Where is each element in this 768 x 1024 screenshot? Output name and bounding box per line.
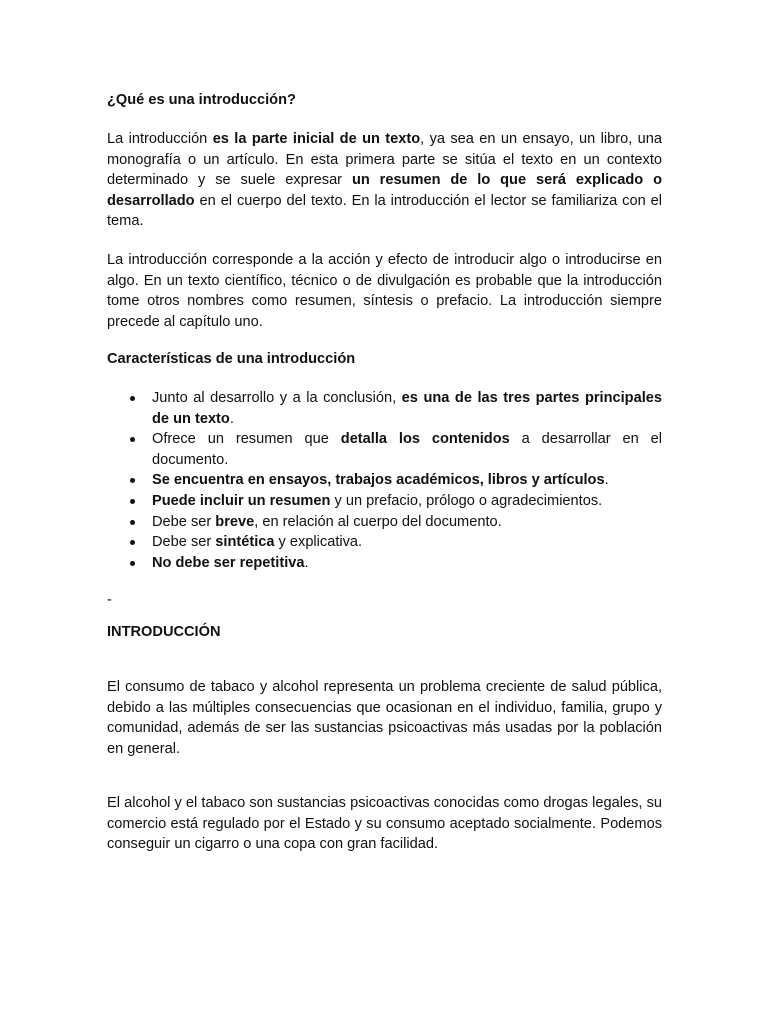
legal-drugs-paragraph: El alcohol y el tabaco son sustancias psicoactivas conocidas como drogas legales, su comercio está regulado por el Estado y su consumo aceptado socialmente. Podemos conseguir un cigarro o una copa con gran facilidad. [107,795,662,853]
list-item-text-end: a desarrollar en el documento. [152,431,663,468]
meaning-paragraph: La introducción corresponde a la acción y efecto de introducir algo o introducirse en algo. En un texto científico, técnico o de divulgación es probable que la introducción tome otros nombres como resumen, síntesis o prefacio. La introducción siempre precede al capítulo uno. [107,252,662,330]
list-item [107,388,662,429]
section-title-introduccion: INTRODUCCIÓN [107,624,221,640]
list-item-text-end: . [304,554,309,571]
list-item-bold: No debe ser repetitiva [152,554,305,571]
list-item [107,532,662,553]
list-item-text-end: . [229,410,234,427]
list-item [107,553,662,574]
list-item [107,470,662,491]
section-title-what-is-introduction: ¿Qué es una introducción? [107,92,296,108]
list-item-text: Debe ser [152,513,216,530]
definition-bold-2: un resumen de lo que será explicado o desarrollado [107,172,662,209]
list-item-bold: es una de las tres partes principales de un texto [152,390,662,427]
list-item [107,429,662,470]
list-item-bold: sintética [215,534,275,551]
list-item-text-end: y explicativa. [274,534,363,551]
list-item [107,491,662,512]
definition-text-3: en el cuerpo del texto. En la introducción el lector se familiariza con el tema. [107,192,662,230]
list-item-bold: breve [215,513,255,530]
list-item-text-end: . [604,472,609,489]
list-item-text: Junto al desarrollo y a la conclusión, [152,390,402,406]
list-item-text-end: y un prefacio, prólogo o agradecimientos. [330,492,603,509]
list-item-bold: Se encuentra en ensayos, trabajos académicos, libros y artículos [152,472,605,489]
list-item [107,512,662,533]
list-item-text: Ofrece un resumen que [152,431,341,448]
definition-text-1: La introducción [107,131,213,147]
definition-bold-1: es la parte inicial de un texto [212,131,421,147]
separator-dash: - [107,592,112,608]
tobacco-alcohol-paragraph: El consumo de tabaco y alcohol representa un problema creciente de salud pública, debido a las múltiples consecuencias que ocasionan en el individuo, familia, grupo y comunidad, además de ser las sustancias psicoactivas más usadas por la población en general. [107,679,662,757]
list-item-bold: detalla los contenidos [340,431,510,448]
list-item-text: Debe ser [152,534,216,551]
list-item-bold: Puede incluir un resumen [152,492,331,509]
definition-paragraph [107,129,662,232]
section-title-characteristics: Características de una introducción [107,351,356,367]
list-item-text-end: , en relación al cuerpo del documento. [254,513,502,530]
characteristics-list [107,388,662,573]
definition-text-2: , ya sea en un ensayo, un libro, una monografía o un artículo. En esta primera parte se sitúa el texto en un contexto determinado y se suele expresar [107,131,662,189]
